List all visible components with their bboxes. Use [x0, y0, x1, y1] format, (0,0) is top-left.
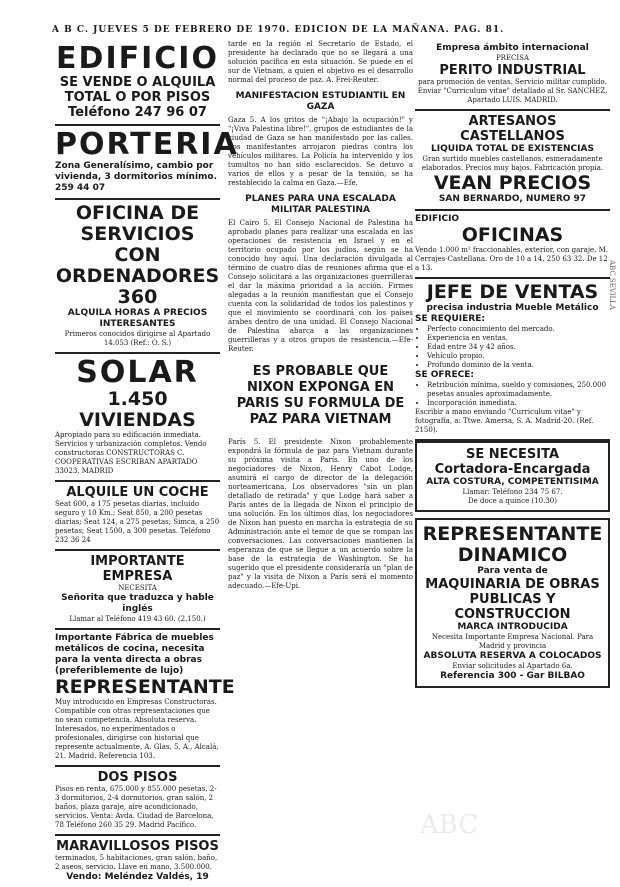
perito-line1: Empresa ámbito internacional: [436, 43, 589, 53]
jefe-text: Escribir a mano enviando "Curriculum vitae" y fotografía, a: Ttwe. Amersa, S. A. Madrid-20. (Ref. 2150).: [415, 408, 594, 434]
porteria-text: Zona Generalísimo, cambio por vivienda, 3 dormitorios mínimo. 259 44 07: [55, 161, 218, 193]
ad-coche: [55, 482, 220, 551]
oficina-sub: ALQUILA HORAS A PRECIOS INTERESANTES: [67, 308, 208, 329]
planes-article-text: El Cairo 5. El Consejo Nacional de Palestina ha aprobado planes para realizar una escalada en las operaciones de resistencia en Israel y en el territorio ocupado por los judíos, según se ha conocido hoy aquí. Una declaración divulgada al término de cuatro días de reuniones afirma que el Consejo solicitará a las organizaciones guerrilleras el dar la máxima prioridad a la acción. Firmes alegadas a la reunión manifiestan que el Consejo cuenta con la solidaridad de todos los palestinos y que el movimiento se coordinará con los países árabes dentro de una unidad. El Consejo Nacional de Palestina abarca a las organizaciones guerrilleras y a otros grupos de resistencia.—Efe-Reuter.: [228, 219, 413, 353]
necesita-phone: Llamar: Teléfono 234 75 67.: [462, 488, 563, 496]
rep-dinamico-ref: Referencia 300 - Gar BILBAO: [440, 671, 585, 681]
maravillosos-addr: Vendo: Meléndez Valdés, 19: [66, 872, 209, 882]
representante-text: Muy introducido en Empresas Constructoras. Compatible con otras representaciones que no sean competencia. Absoluta reserva. Interesados, no experimentados o profesionales, dirigirse con historial que represente actualmente, A. Glas, 5, A., Alcalá, 21. Madrid. Referencia 103.: [55, 698, 219, 760]
ad-representante-dinamico: [415, 518, 610, 688]
manif-headline: MANIFESTACION ESTUDIANTIL EN GAZA: [235, 91, 406, 112]
ad-solar: [55, 354, 220, 482]
watermark-logo: ABC: [420, 810, 479, 840]
oficina-text: Primeros conocidos dirigirse al Apartado 14.053 (Ref.: O. S.): [64, 330, 211, 347]
ad-oficina: [55, 200, 220, 354]
jefe-req-list: [415, 325, 610, 370]
ad-necesita: [415, 441, 610, 512]
jefe-sub: precisa industria Mueble Metálico: [426, 303, 599, 313]
rep-dinamico-text2: MAQUINARIA DE OBRAS PUBLICAS Y CONSTRUCCION: [425, 577, 600, 622]
empresa-sub: NECESITA: [118, 584, 157, 592]
solar-text: Apropiado para su edificación inmediata. Servicios y urbanización completos. Vendo constructoras CONSTRUCTORAS C. COOPERATIVAS ESCRIBAN APARTADO 33023. MADRID: [55, 431, 207, 475]
edif-oficinas-sub: OFICINAS: [461, 224, 564, 246]
planes-headline: PLANES PARA UNA ESCALADA MILITAR PALESTINA: [245, 194, 396, 215]
rep-dinamico-apartado: Enviar solicitudes al Apartado 6a.: [452, 662, 573, 670]
coche-text: Seat 600, a 175 pesetas diarias, incluido seguro y 10 Km.; Seat 850, a 200 pesetas diarias; Seat 124, a 275 pesetas; Simca, a 250 pesetas; Seat 1500, a 300 pesetas. Teléfono 232 36 24: [55, 500, 220, 544]
rep-dinamico-reserva: ABSOLUTA RESERVA A COLOCADOS: [423, 651, 602, 661]
ad-porteria: [55, 126, 239, 200]
manif-article-text: Gaza 5. A los gritos de "¡Abajo la ocupación!" y "¡Viva Palestina libre!", grupos de estudiantes de la ciudad de Gaza se han manifestado por las calles. Los manifestantes arrojaron piedras contra los vehículos militares. La Policía ha intervenido y los tumultos no han sido esclarecidos. Se detuvo a varios de ellos y a pesar de la tensión, se ha restablecido la calma en Gaza.—Efe.: [228, 116, 413, 187]
artesanos-addr: SAN BERNARDO, NUMERO 97: [438, 194, 587, 204]
representante-intro: Importante Fábrica de muebles metálicos de cocina, necesita para la venta directa a obras (preferiblemente de lujo): [55, 633, 214, 676]
left-column: [55, 40, 239, 882]
list-item: • Edad entre 34 y 42 años.: [427, 343, 610, 352]
maravillosos-title: MARAVILLOSOS PISOS: [56, 839, 219, 854]
rep-dinamico-marca: MARCA INTRODUCIDA: [457, 622, 568, 632]
edificio-line1: SE VENDE O ALQUILA: [59, 75, 216, 90]
intro-article-text: tarde en la región el Secretario de Estado, el presidente ha declarado que no se llegará a una solución pacífica en esta situación. Se puede en el sur de Vietnam, a quien el objetivo es el desarrollo normal del proceso de paz. A. Frei-Reuter.: [228, 40, 413, 84]
dospisos-title: DOS PISOS: [97, 770, 178, 785]
rep-dinamico-text3: Necesita Importante Empresa Nacional. Para Madrid y provincia: [431, 633, 594, 650]
coche-title: ALQUILE UN COCHE: [66, 485, 209, 500]
necesita-hours: De doce a quince (10.30): [468, 497, 557, 505]
ad-jefe-ventas: [415, 279, 610, 441]
list-item: • Experiencia en ventas.: [427, 334, 610, 343]
solar-sub: 1.450 VIVIENDAS: [79, 388, 196, 431]
ad-empresa: [55, 551, 220, 630]
artesanos-sub: LIQUIDA TOTAL DE EXISTENCIAS: [431, 144, 594, 154]
porteria-title: PORTERIA: [55, 127, 239, 162]
perito-title: PERITO INDUSTRIAL: [439, 63, 586, 78]
rep-dinamico-text1: Para venta de: [477, 566, 548, 576]
solar-title: SOLAR: [76, 355, 199, 390]
empresa-title: IMPORTANTE EMPRESA: [90, 554, 185, 584]
empresa-phone: Llamar al Teléfono 419 43 60. (2.150.): [69, 615, 206, 623]
edificio-line2: TOTAL O POR PISOS: [64, 90, 211, 105]
nixon-headline: ES PROBABLE QUE NIXON EXPONGA EN PARIS SU FORMULA DE PAZ PARA VIETNAM: [236, 364, 405, 427]
artesanos-text: Gran surtido muebles castellanos, esmeradamente elaborados. Precios muy bajos. Fabricación propia.: [421, 155, 604, 172]
necesita-title: SE NECESITA: [465, 447, 560, 462]
artesanos-vean: VEAN PRECIOS: [433, 172, 592, 194]
perito-text: para promoción de ventas. Servicio militar cumplido. Enviar "Curriculum vitae" detallado al Sr. SANCHEZ, Apartado LUIS. MADRID.: [417, 78, 608, 104]
oficina-title: OFICINA DE SERVICIOS CON ORDENADORES 360: [55, 202, 220, 308]
ad-perito: [415, 40, 610, 111]
edif-oficinas-title: EDIFICIO: [415, 214, 460, 224]
ad-dospisos: [55, 767, 220, 836]
middle-column: [228, 40, 413, 855]
dospisos-text: Pisos en renta, 675.000 y 855.000 pesetas, 2-3 dormitorios, 2-4 dormitorios, gran salón, 2 baños, plaza garaje, aire acondicionado, servicios. Venta: Avda. Ciudad de Barcelona, 78 Teléfono 260 35 29. Madrid Pacífico.: [55, 785, 217, 829]
jefe-title: JEFE DE VENTAS: [426, 281, 599, 303]
necesita-line: ALTA COSTURA, COMPETENTISIMA: [426, 477, 599, 487]
representante-title: REPRESENTANTE: [55, 676, 235, 698]
right-column: [415, 40, 610, 855]
list-item: • Profundo dominio de la venta.: [427, 361, 610, 370]
rep-dinamico-title: REPRESENTANTE: [422, 523, 603, 545]
maravillosos-text: terminados, 5 habitaciones, gran salón, baño, 2 aseos, servicio. Llave en mano, 3.500.000.: [55, 854, 218, 871]
edificio-phone: Teléfono 247 96 07: [68, 105, 207, 120]
perito-line2: PRECISA: [495, 54, 530, 62]
page-header: A B C. JUEVES 5 DE FEBRERO DE 1970. EDICION DE LA MAÑANA. PAG. 81.: [52, 25, 505, 35]
ad-maravillosos: [55, 836, 220, 887]
rep-dinamico-sub: DINAMICO: [457, 544, 568, 566]
edif-oficinas-text: Vendo 1.000 m² fraccionables, exterior, con garaje, M. Cerrajes-Castellana. Oro de 10 a 14, 250 63 32. De 12 a 13.: [415, 246, 608, 272]
jefe-offer-label: SE OFRECE:: [415, 370, 474, 380]
side-label: ABC SEVILLA: [608, 260, 616, 310]
jefe-offer-list: [415, 381, 610, 408]
ad-edificio: [55, 40, 220, 126]
edificio-title: EDIFICIO: [56, 41, 219, 76]
artesanos-title: ARTESANOS CASTELLANOS: [460, 114, 565, 144]
ad-edificio-oficinas: [415, 211, 610, 279]
ad-representante: [55, 630, 235, 767]
list-item: • Perfecto conocimiento del mercado.: [427, 325, 610, 334]
necesita-sub: Cortadora-Encargada: [434, 462, 591, 477]
list-item: • Incorporación inmediata.: [427, 399, 610, 408]
ad-artesanos: [415, 111, 610, 211]
empresa-text: Señorita que traduzca y hable inglés: [61, 593, 214, 614]
list-item: • Vehículo propio.: [427, 352, 610, 361]
jefe-req-label: SE REQUIERE:: [415, 314, 485, 324]
list-item: • Retribución mínima, sueldo y comisiones, 250.000 pesetas anuales aproximadamente.: [427, 381, 610, 399]
nixon-article-text: París 5. El presidente Nixon probablemente expondrá la fórmula de paz para Vietnam durante su próxima visita a París. En uno de los negociadores de Nixon, Henry Cabot Lodge, asumirá el cargo de director de la delegación norteamericana. Los observadores "sin un plan detallado de retirada" y que Lodge hará saber a París antes de la llegada de Nixon el principio de una solución. En los últimos días, los negociadores de Nixon han puesto en marcha la estrategia de su Administración ante el temor de que se rompan las conversaciones. Las conversaciones mantienen la esperanza de que se llegue a un acuerdo sobre la base de la estrategia de Washington. Se ha sugerido que el presidente consideraría un "plan de paz" y la visita de Nixon a París será el momento adecuado.—Efe-Upi.: [228, 438, 413, 590]
